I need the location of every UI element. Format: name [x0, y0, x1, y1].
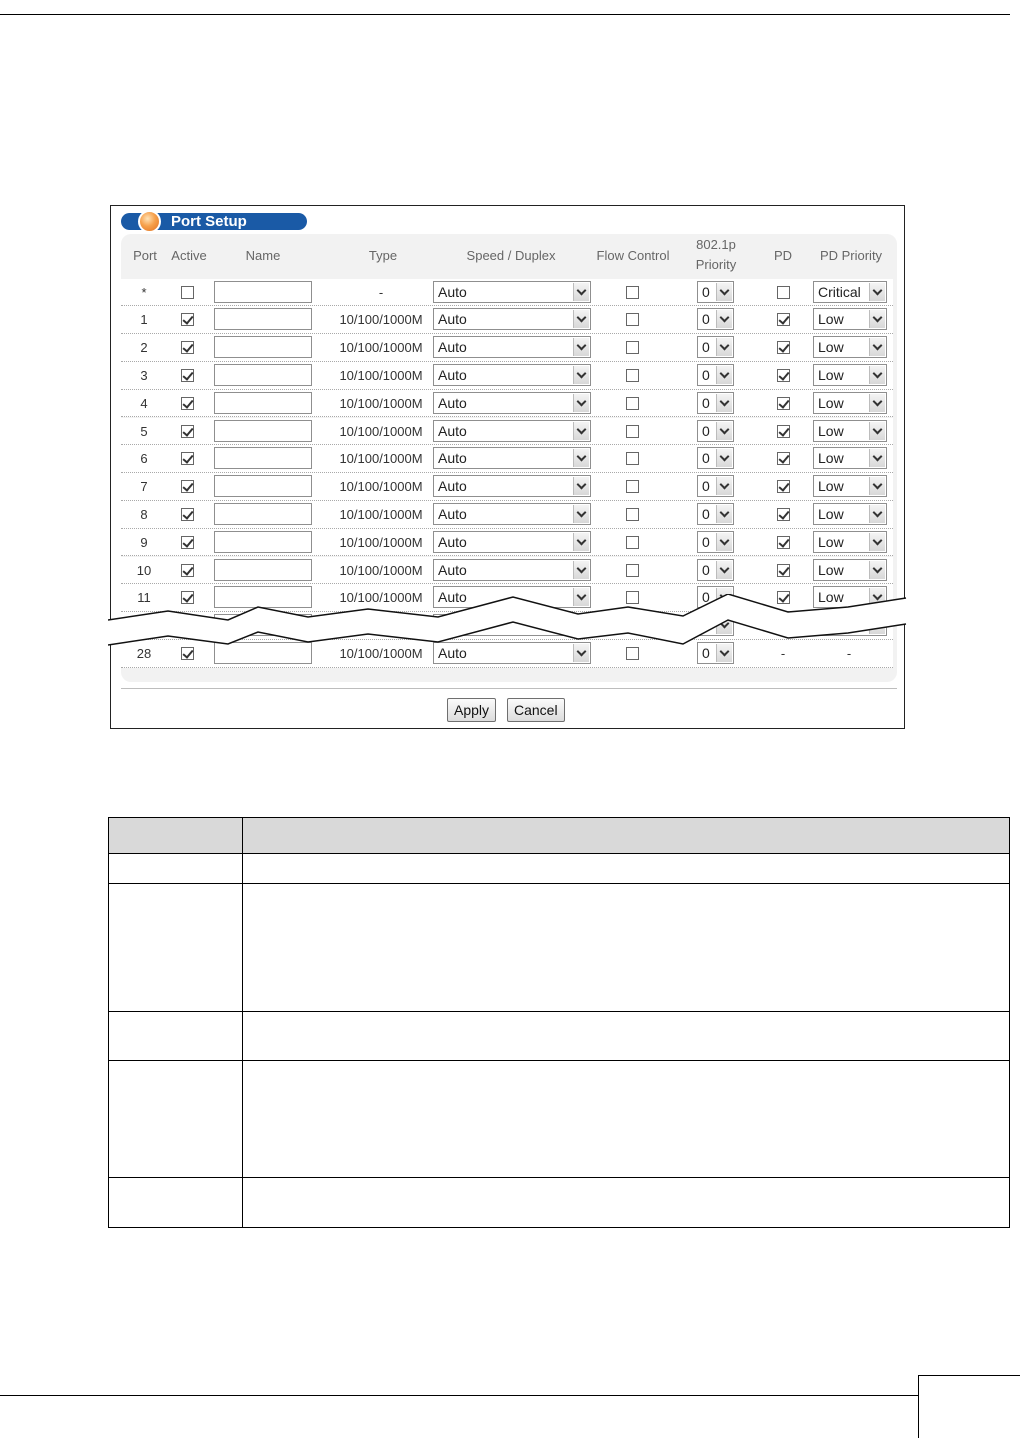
speed-duplex-select[interactable] [433, 364, 591, 386]
chevron-down-icon [573, 533, 589, 551]
port-name-input[interactable] [214, 281, 312, 303]
table-row [121, 445, 893, 473]
column-header-active: Active [171, 248, 207, 263]
pd-priority-value: Low [818, 589, 844, 606]
speed-duplex-select[interactable] [433, 308, 591, 330]
chevron-down-icon [573, 394, 589, 412]
pd-checkbox[interactable] [777, 508, 790, 521]
pd-checkbox[interactable] [777, 341, 790, 354]
flow-control-checkbox[interactable] [626, 286, 639, 299]
pd-priority-value: Low [818, 422, 844, 439]
port-name-input[interactable] [214, 364, 312, 386]
port-name-input[interactable] [214, 392, 312, 414]
pd-priority-select[interactable] [813, 559, 887, 581]
chevron-down-icon [869, 338, 885, 356]
chevron-down-icon [869, 561, 885, 579]
priority-select[interactable] [697, 475, 734, 497]
screen-title: Port Setup [171, 213, 247, 230]
table-row [121, 390, 893, 418]
pd-priority-value: Low [818, 505, 844, 522]
priority-select[interactable] [697, 392, 734, 414]
chevron-down-icon [716, 394, 732, 412]
active-checkbox[interactable] [181, 452, 194, 465]
page-header-rule [0, 14, 1010, 15]
table-row [121, 362, 893, 390]
priority-value: 0 [702, 589, 710, 606]
port-number: 2 [140, 340, 148, 356]
port-number: 9 [140, 534, 148, 550]
pd-checkbox[interactable] [777, 397, 790, 410]
column-header-speed-duplex: Speed / Duplex [466, 248, 556, 263]
column-header-pd-priority: PD Priority [819, 248, 883, 263]
description-row [109, 1061, 1010, 1178]
port-type: 10/100/1000M [339, 645, 423, 661]
priority-select[interactable] [697, 336, 734, 358]
priority-value: 0 [702, 450, 710, 467]
active-checkbox[interactable] [181, 313, 194, 326]
table-row [121, 529, 893, 557]
speed-duplex-value: Auto [438, 283, 467, 300]
active-checkbox[interactable] [181, 425, 194, 438]
pd-priority-select[interactable] [813, 531, 887, 553]
port-name-input[interactable] [214, 559, 312, 581]
port-name-input[interactable] [214, 308, 312, 330]
port-name-input[interactable] [214, 420, 312, 442]
port-type: 10/100/1000M [339, 367, 423, 383]
port-type: 10/100/1000M [339, 395, 423, 411]
chevron-down-icon [716, 422, 732, 440]
pd-priority-select[interactable] [813, 336, 887, 358]
chevron-down-icon [573, 561, 589, 579]
port-type: 10/100/1000M [339, 340, 423, 356]
active-checkbox[interactable] [181, 341, 194, 354]
active-checkbox[interactable] [181, 369, 194, 382]
pd-priority-value: Low [818, 561, 844, 578]
column-header-flow-control: Flow Control [596, 248, 670, 263]
speed-duplex-select[interactable] [433, 336, 591, 358]
priority-value: 0 [702, 561, 710, 578]
active-checkbox[interactable] [181, 286, 194, 299]
priority-select[interactable] [697, 364, 734, 386]
speed-duplex-value: Auto [438, 394, 467, 411]
active-checkbox[interactable] [181, 480, 194, 493]
flow-control-checkbox[interactable] [626, 508, 639, 521]
pd-priority-value: Low [818, 311, 844, 328]
speed-duplex-select[interactable] [433, 559, 591, 581]
flow-control-checkbox[interactable] [626, 564, 639, 577]
flow-control-checkbox[interactable] [626, 452, 639, 465]
port-number: 28 [136, 645, 152, 661]
column-header-pd: PD [773, 248, 793, 263]
table-row [121, 473, 893, 501]
flow-control-checkbox[interactable] [626, 341, 639, 354]
port-number: 6 [140, 451, 148, 467]
pd-priority-select[interactable] [813, 475, 887, 497]
speed-duplex-value: Auto [438, 533, 467, 550]
speed-duplex-select[interactable] [433, 392, 591, 414]
table-row [121, 306, 893, 334]
priority-select[interactable] [697, 308, 734, 330]
pd-checkbox[interactable] [777, 425, 790, 438]
active-checkbox[interactable] [181, 508, 194, 521]
flow-control-checkbox[interactable] [626, 397, 639, 410]
port-number: 10 [136, 562, 152, 578]
chevron-down-icon [716, 283, 732, 301]
chevron-down-icon [716, 338, 732, 356]
table-row [121, 279, 893, 307]
port-type: 10/100/1000M [339, 423, 423, 439]
chevron-down-icon [573, 505, 589, 523]
port-type: - [378, 284, 384, 300]
speed-duplex-value: Auto [438, 589, 467, 606]
priority-value: 0 [702, 311, 710, 328]
flow-control-checkbox[interactable] [626, 536, 639, 549]
speed-duplex-value: Auto [438, 561, 467, 578]
flow-control-checkbox[interactable] [626, 313, 639, 326]
table-break-mark [108, 594, 908, 666]
pd-priority-value: Low [818, 478, 844, 495]
pd-checkbox[interactable] [777, 313, 790, 326]
speed-duplex-select[interactable] [433, 503, 591, 525]
pd-checkbox[interactable] [777, 480, 790, 493]
table-row [121, 557, 893, 585]
priority-select[interactable] [697, 447, 734, 469]
speed-duplex-value: Auto [438, 366, 467, 383]
chevron-down-icon [869, 477, 885, 495]
priority-select[interactable] [697, 559, 734, 581]
priority-value: 0 [702, 422, 710, 439]
description-header-cell [109, 818, 243, 854]
chevron-down-icon [869, 310, 885, 328]
priority-value: 0 [702, 283, 710, 300]
flow-control-checkbox[interactable] [626, 369, 639, 382]
pd-priority-value: Critical [818, 283, 861, 300]
port-number: 7 [140, 479, 148, 495]
chevron-down-icon [573, 310, 589, 328]
pd-priority-select[interactable] [813, 503, 887, 525]
chevron-down-icon [573, 477, 589, 495]
port-number: 5 [140, 423, 148, 439]
column-header-name: Name [245, 248, 281, 263]
pd-priority-value: Low [818, 533, 844, 550]
chevron-down-icon [716, 449, 732, 467]
port-name-input[interactable] [214, 336, 312, 358]
speed-duplex-value: Auto [438, 339, 467, 356]
chevron-down-icon [573, 366, 589, 384]
pd-priority-select[interactable] [813, 392, 887, 414]
footer-divider [121, 688, 897, 689]
speed-duplex-value: Auto [438, 450, 467, 467]
column-header-port: Port [133, 248, 157, 263]
active-checkbox[interactable] [181, 564, 194, 577]
description-row [109, 1012, 1010, 1061]
priority-select[interactable] [697, 420, 734, 442]
cancel-button[interactable]: Cancel [507, 698, 565, 722]
speed-duplex-select[interactable] [433, 447, 591, 469]
priority-value: 0 [702, 644, 710, 661]
pd-priority-select[interactable] [813, 308, 887, 330]
table-row [121, 501, 893, 529]
chevron-down-icon [716, 533, 732, 551]
port-setup-screen [110, 205, 905, 729]
column-header-priority: Priority [695, 257, 737, 272]
description-row [109, 884, 1010, 1012]
chevron-down-icon [869, 449, 885, 467]
page-number-box [918, 1375, 1020, 1438]
chevron-down-icon [869, 283, 885, 301]
priority-value: 0 [702, 366, 710, 383]
page-footer-rule [0, 1395, 918, 1396]
speed-duplex-value: Auto [438, 311, 467, 328]
speed-duplex-select[interactable] [433, 531, 591, 553]
description-table [108, 817, 1010, 1228]
port-name-input[interactable] [214, 503, 312, 525]
port-type: 10/100/1000M [339, 562, 423, 578]
chevron-down-icon [716, 477, 732, 495]
port-name-input[interactable] [214, 475, 312, 497]
port-type: 10/100/1000M [339, 451, 423, 467]
title-bar [121, 213, 307, 230]
active-checkbox[interactable] [181, 397, 194, 410]
port-name-input[interactable] [214, 531, 312, 553]
priority-value: 0 [702, 394, 710, 411]
pd-priority-value: Low [818, 339, 844, 356]
flow-control-checkbox[interactable] [626, 425, 639, 438]
pd-value: - [780, 645, 786, 661]
chevron-down-icon [573, 338, 589, 356]
column-header-type: Type [368, 248, 398, 263]
port-number: * [141, 284, 147, 300]
pd-priority-select[interactable] [813, 281, 887, 303]
chevron-down-icon [869, 422, 885, 440]
pd-priority-value: Low [818, 366, 844, 383]
port-type: 10/100/1000M [339, 506, 423, 522]
priority-select[interactable] [697, 503, 734, 525]
port-name-input[interactable] [214, 447, 312, 469]
pd-checkbox[interactable] [777, 286, 790, 299]
port-type: 10/100/1000M [339, 534, 423, 550]
priority-value: 0 [702, 505, 710, 522]
priority-value: 0 [702, 478, 710, 495]
chevron-down-icon [716, 310, 732, 328]
chevron-down-icon [716, 505, 732, 523]
apply-button[interactable]: Apply [447, 698, 496, 722]
chevron-down-icon [573, 449, 589, 467]
speed-duplex-select[interactable] [433, 420, 591, 442]
chevron-down-icon [716, 366, 732, 384]
port-number: 8 [140, 506, 148, 522]
pd-priority-value: Low [818, 394, 844, 411]
priority-select[interactable] [697, 281, 734, 303]
pd-priority-value: Low [818, 450, 844, 467]
speed-duplex-value: Auto [438, 478, 467, 495]
description-row [109, 1178, 1010, 1228]
port-type: 10/100/1000M [339, 590, 423, 606]
description-header-cell [243, 818, 1010, 854]
priority-value: 0 [702, 533, 710, 550]
port-number: 3 [140, 367, 148, 383]
table-row [121, 334, 893, 362]
port-number: 11 [137, 590, 151, 606]
chevron-down-icon [869, 505, 885, 523]
port-type: 10/100/1000M [339, 479, 423, 495]
speed-duplex-value: Auto [438, 505, 467, 522]
chevron-down-icon [573, 422, 589, 440]
speed-duplex-select[interactable] [433, 281, 591, 303]
pd-checkbox[interactable] [777, 369, 790, 382]
column-header-8021p: 802.1p [696, 237, 736, 252]
chevron-down-icon [716, 561, 732, 579]
orange-orb-icon [138, 210, 161, 233]
pd-priority-select[interactable] [813, 447, 887, 469]
pd-priority-select[interactable] [813, 364, 887, 386]
chevron-down-icon [573, 283, 589, 301]
flow-control-checkbox[interactable] [626, 480, 639, 493]
table-row [121, 418, 893, 446]
priority-value: 0 [702, 339, 710, 356]
pd-priority-value: - [846, 645, 852, 661]
pd-checkbox[interactable] [777, 452, 790, 465]
priority-select[interactable] [697, 531, 734, 553]
chevron-down-icon [869, 394, 885, 412]
pd-checkbox[interactable] [777, 564, 790, 577]
description-row [109, 854, 1010, 884]
speed-duplex-value: Auto [438, 644, 467, 661]
port-type: 10/100/1000M [339, 312, 423, 328]
port-number: 4 [140, 395, 148, 411]
pd-checkbox[interactable] [777, 536, 790, 549]
active-checkbox[interactable] [181, 536, 194, 549]
description-header-row [109, 818, 1010, 854]
chevron-down-icon [869, 533, 885, 551]
speed-duplex-value: Auto [438, 422, 467, 439]
pd-priority-select[interactable] [813, 420, 887, 442]
speed-duplex-select[interactable] [433, 475, 591, 497]
chevron-down-icon [869, 366, 885, 384]
port-number: 1 [140, 312, 148, 328]
